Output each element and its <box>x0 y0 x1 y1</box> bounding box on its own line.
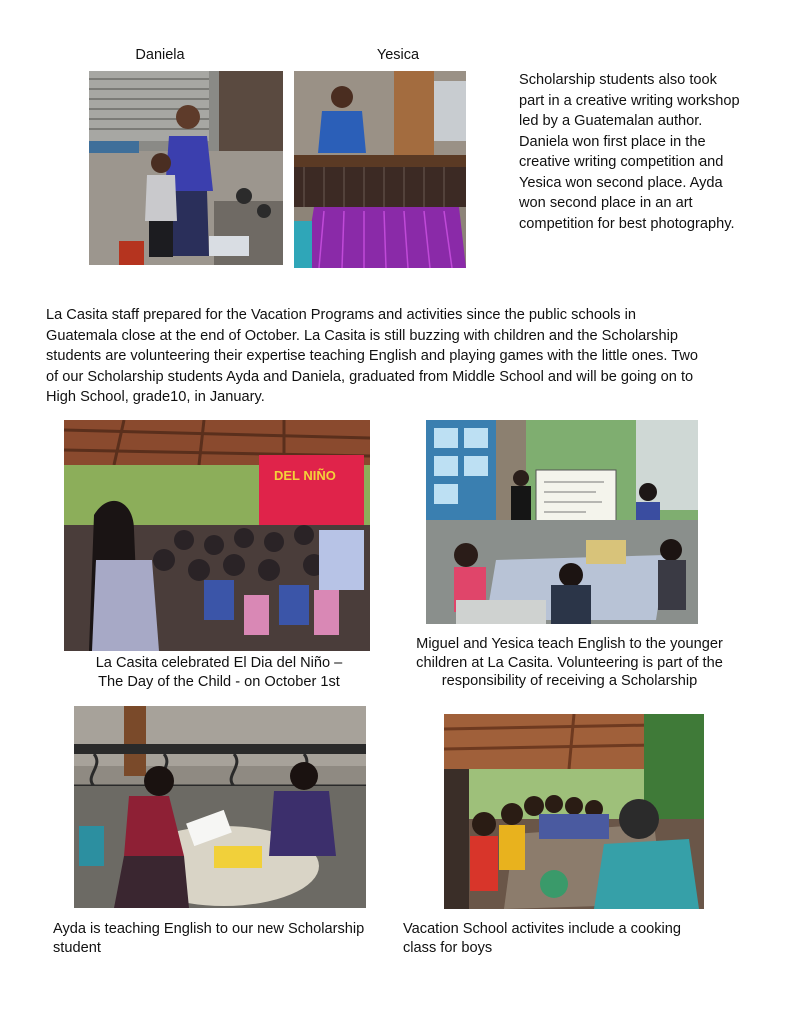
caption-line: children at La Casita. Volunteering is part of the <box>416 654 723 671</box>
photo-cooking-class <box>444 714 704 909</box>
photo-ayda-teaching <box>74 706 366 908</box>
caption-line: student <box>53 939 101 956</box>
scholarship-workshop-text <box>519 70 779 234</box>
caption-line: Ayda is teaching English to our new Scholarship <box>53 921 365 937</box>
caption-line: class for boys <box>403 939 493 956</box>
text-line: La Casita staff prepared for the Vacation Programs and activities since the public schools in <box>46 307 637 323</box>
text-line: competition for best photography. <box>519 215 735 232</box>
photo-yesica <box>294 71 466 268</box>
banner-text: DEL NIÑO <box>274 468 336 483</box>
photo-english-class <box>426 420 698 624</box>
caption-line: responsibility of receiving a Scholarship <box>441 673 698 690</box>
caption-line: The Day of the Child - on October 1st <box>98 673 340 690</box>
text-line: creative writing competition and <box>519 154 724 170</box>
caption-day-of-the-child <box>64 654 374 691</box>
caption-ayda-teaching <box>53 920 393 957</box>
photo-daniela <box>89 71 283 265</box>
caption-english-class <box>397 635 742 691</box>
text-line: Scholarship students also took <box>519 72 717 88</box>
caption-line: La Casita celebrated El Dia del Niño – <box>95 655 343 671</box>
text-line: Guatemala close at the end of October. La Casita is still buzzing with children and the Scholarship <box>46 327 678 344</box>
photo-label-daniela: Daniela <box>135 47 185 63</box>
photo-day-of-the-child <box>64 420 370 651</box>
text-line: part in a creative writing workshop <box>519 92 740 109</box>
text-line: students are volunteering their expertise teaching English and playing games with the little ones. Two <box>46 348 698 365</box>
caption-cooking-class <box>403 920 733 957</box>
vacation-programs-paragraph <box>46 305 766 408</box>
text-line: won second place in an art <box>519 195 693 211</box>
photo-label-yesica: Yesica <box>376 47 420 63</box>
caption-line: Vacation School activites include a cooking <box>403 921 681 937</box>
text-line: Yesica won second place. Ayda <box>519 174 723 191</box>
text-line: Daniela won first place in the <box>519 133 706 150</box>
text-line: led by a Guatemalan author. <box>519 113 703 129</box>
text-line: High School, grade10, in January. <box>46 389 265 406</box>
text-line: of our Scholarship students Ayda and Daniela, graduated from Middle School and will be going on to <box>46 368 694 385</box>
caption-line: Miguel and Yesica teach English to the younger <box>416 636 723 652</box>
